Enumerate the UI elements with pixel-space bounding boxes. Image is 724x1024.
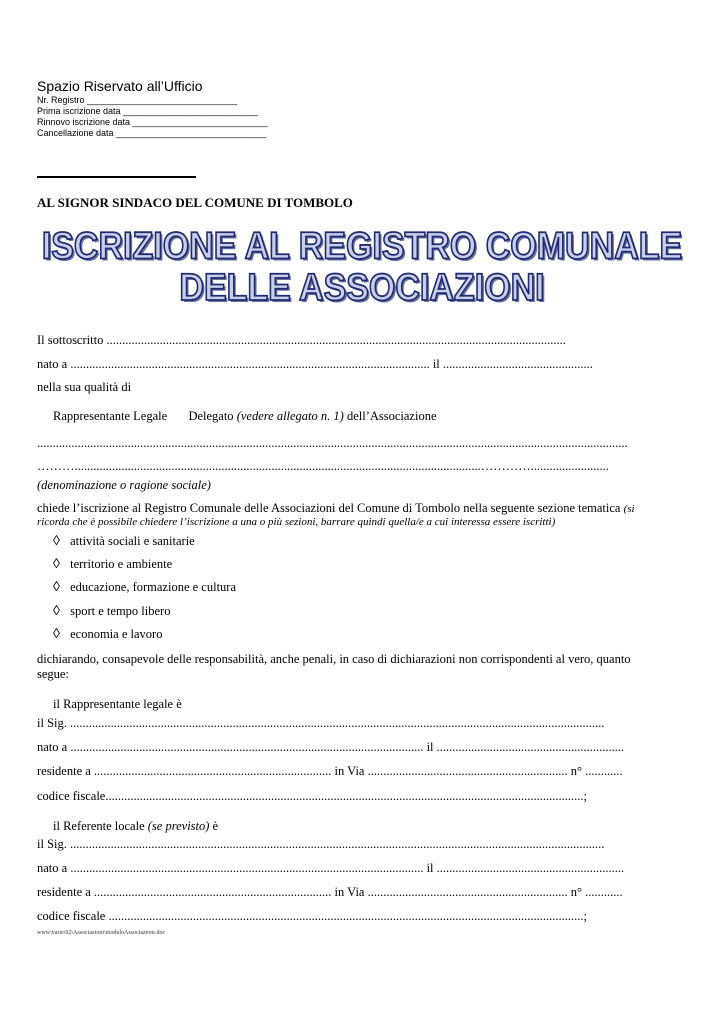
registry-number-line: Nr. Registro ______________________________ [37,95,238,105]
option-label: territorio e ambiente [70,557,173,571]
option-label: educazione, formazione e cultura [70,580,237,594]
referent-heading [53,819,218,834]
diamond-icon: ◊ [53,627,60,642]
cancellation-line: Cancellazione data ______________________________ [37,128,267,138]
legal-rep-residence-field[interactable]: residente a ............................................................................ in Via ................................................................ n° ............ [37,764,623,778]
legal-rep-name-field[interactable]: il Sig. ........................................................................................................................................................................... [37,716,605,730]
role-line [53,409,437,424]
option-education[interactable] [53,580,236,596]
option-territory[interactable] [53,557,172,573]
option-social[interactable] [53,534,195,550]
renewal-line: Rinnovo iscrizione data ___________________________ [37,117,268,127]
divider-rule [37,176,196,178]
association-name-line-2[interactable]: ………..................................................................................................................................…………......................... [37,459,609,473]
first-registration-line: Prima iscrizione data ___________________________ [37,106,259,116]
declaration-line-2: segue: [37,667,69,681]
referent-verb: è [212,819,219,833]
referent-name-field[interactable]: il Sig. ........................................................................................................................................................................... [37,837,605,851]
request-sentence: chiede l’iscrizione al Registro Comunale delle Associazioni del Comune di Tombolo nella seguente sezione tematica [37,501,621,515]
option-label: attività sociali e sanitarie [70,534,195,548]
legal-rep-heading: il Rappresentante legale è [53,697,182,711]
associazione-label: dell’Associazione [346,409,437,423]
rappresentante-option[interactable]: Rappresentante Legale [53,409,168,423]
allegato-note: (vedere allegato n. 1) [236,409,344,423]
association-name-line-1[interactable]: ............................................................................................................................................................................................. [37,436,628,450]
referent-fiscal-code-field[interactable]: codice fiscale ........................................................................................................................................................; [37,909,587,923]
referent-birth-field[interactable]: nato a ................................................................................................................. il ............................................................ [37,861,625,875]
diamond-icon: ◊ [53,580,60,595]
office-title: Spazio Riservato all’Ufficio [37,78,203,94]
referent-residence-field[interactable]: residente a ............................................................................ in Via ................................................................ n° ............ [37,885,623,899]
delegato-option[interactable]: Delegato [188,409,234,423]
diamond-icon: ◊ [53,557,60,572]
title-line-2: DELLE ASSOCIAZIONI [179,266,545,309]
request-text [37,501,635,516]
request-note: ricorda che è possibile chiedere l’iscrizione a una o più sezioni, barrare quindi quella/e a cui interessa essere iscritti) [37,516,556,528]
addressee: AL SIGNOR SINDACO DEL COMUNE DI TOMBOLO [37,195,353,210]
sottoscritto-field[interactable]: Il sottoscritto ................................................................................................................................................... [37,333,566,347]
document-title [0,226,724,309]
file-path-footer: www\varie\02\Associazioni\moduloAssociazioni.doc [37,930,166,936]
option-economy[interactable] [53,627,162,643]
legal-rep-fiscal-code-field[interactable]: codice fiscale.........................................................................................................................................................; [37,789,587,803]
diamond-icon: ◊ [53,534,60,549]
denominazione-note: (denominazione o ragione sociale) [37,478,211,492]
birthplace-date-field[interactable]: nato a ................................................................................................................... il ................................................ [37,357,593,371]
legal-rep-birth-field[interactable]: nato a ................................................................................................................. il ............................................................ [37,740,625,754]
referent-heading-text: il Referente locale [53,819,145,833]
declaration-line-1: dichiarando, consapevole delle responsabilità, anche penali, in caso di dichiarazioni non corrispondenti al vero, quanto [37,652,631,666]
diamond-icon: ◊ [53,604,60,619]
option-label: sport e tempo libero [70,604,171,618]
option-sport[interactable] [53,604,170,620]
referent-optional-note: (se previsto) [147,819,210,833]
qualita-label: nella sua qualità di [37,380,132,394]
title-line-1: ISCRIZIONE AL REGISTRO COMUNALE [41,224,683,268]
office-reserved-box [37,78,268,139]
request-note-start: (si [623,503,635,515]
option-label: economia e lavoro [70,627,163,641]
